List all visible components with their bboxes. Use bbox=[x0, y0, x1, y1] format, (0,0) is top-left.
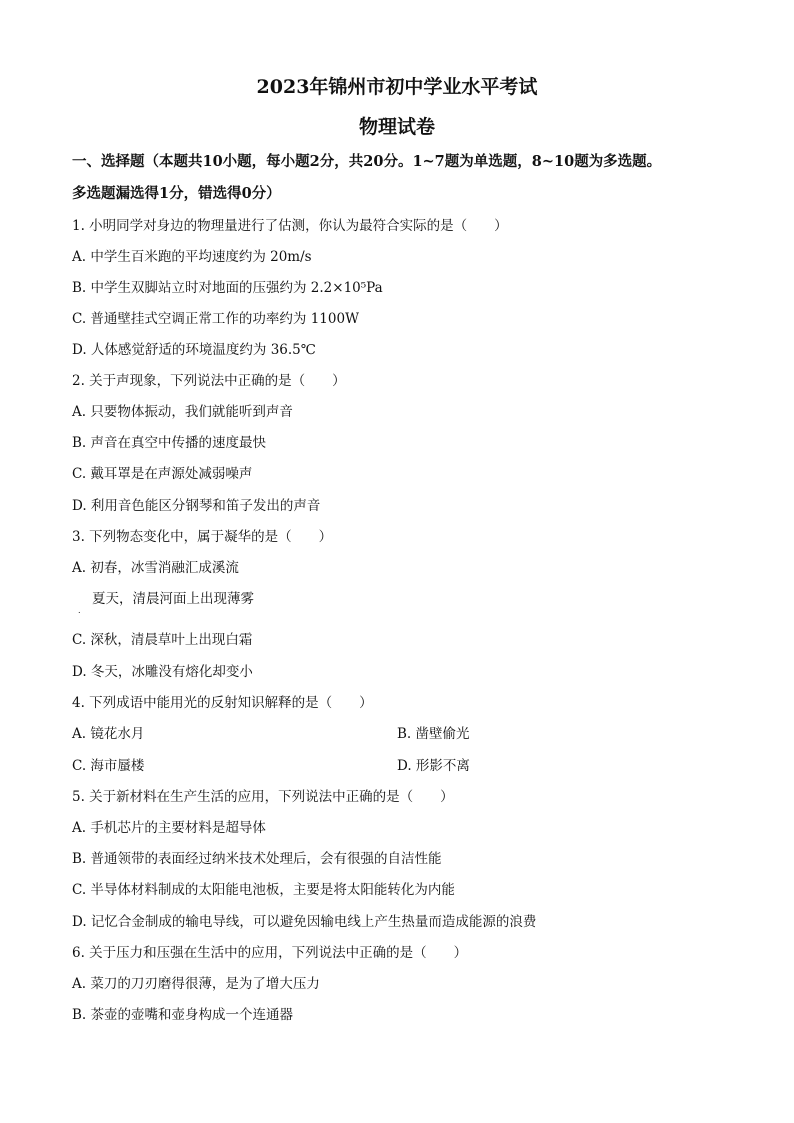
question-4-option-c: C. 海市蜃楼 bbox=[72, 758, 145, 774]
question-5-stem: 5. 关于新材料在生产生活的应用，下列说法中正确的是（ ） bbox=[72, 789, 454, 805]
question-3-stem: 3. 下列物态变化中，属于凝华的是（ ） bbox=[72, 529, 333, 545]
question-6-option-b: B. 茶壶的壶嘴和壶身构成一个连通器 bbox=[72, 1007, 294, 1023]
question-4-stem: 4. 下列成语中能用光的反射知识解释的是（ ） bbox=[72, 695, 373, 711]
option-b-marker-dot: . bbox=[78, 606, 81, 615]
section-heading-line2: 多选题漏选得1分，错选得0分） bbox=[72, 185, 281, 202]
question-2-option-c: C. 戴耳罩是在声源处减弱噪声 bbox=[72, 466, 253, 482]
question-3-option-b: 夏天，清晨河面上出现薄雾 bbox=[92, 591, 254, 607]
question-4-option-a: A. 镜花水月 bbox=[72, 726, 145, 742]
question-6-stem: 6. 关于压力和压强在生活中的应用，下列说法中正确的是（ ） bbox=[72, 945, 468, 961]
question-4-option-d: D. 形影不离 bbox=[397, 758, 470, 774]
question-1-option-a: A. 中学生百米跑的平均速度约为 20m/s bbox=[72, 249, 312, 265]
question-5-option-a: A. 手机芯片的主要材料是超导体 bbox=[72, 820, 266, 836]
section-heading-line1: 一、选择题（本题共10小题，每小题2分，共20分。1~7题为单选题，8~10题为多选题。 bbox=[72, 153, 662, 170]
question-4-option-b: B. 凿壁偷光 bbox=[397, 726, 470, 742]
question-2-option-b: B. 声音在真空中传播的速度最快 bbox=[72, 435, 267, 451]
question-1-option-d: D. 人体感觉舒适的环境温度约为 36.5℃ bbox=[72, 342, 316, 358]
question-2-option-a: A. 只要物体振动，我们就能听到声音 bbox=[72, 404, 293, 420]
question-1-option-c: C. 普通壁挂式空调正常工作的功率约为 1100W bbox=[72, 311, 359, 327]
question-1-stem: 1. 小明同学对身边的物理量进行了估测，你认为最符合实际的是（ ） bbox=[72, 218, 508, 234]
question-3-option-d: D. 冬天，冰雕没有熔化却变小 bbox=[72, 664, 253, 680]
question-5-option-b: B. 普通领带的表面经过纳米技术处理后，会有很强的自洁性能 bbox=[72, 851, 442, 867]
exam-subtitle: 物理试卷 bbox=[358, 116, 435, 138]
question-5-option-c: C. 半导体材料制成的太阳能电池板，主要是将太阳能转化为内能 bbox=[72, 882, 455, 898]
question-3-option-c: C. 深秋，清晨草叶上出现白霜 bbox=[72, 632, 253, 648]
question-2-stem: 2. 关于声现象，下列说法中正确的是（ ） bbox=[72, 373, 346, 389]
question-2-option-d: D. 利用音色能区分钢琴和笛子发出的声音 bbox=[72, 498, 321, 514]
question-1-option-b: B. 中学生双脚站立时对地面的压强约为 2.2×10⁵Pa bbox=[72, 280, 383, 296]
question-5-option-d: D. 记忆合金制成的输电导线，可以避免因输电线上产生热量而造成能源的浪费 bbox=[72, 914, 537, 930]
exam-title: 2023年锦州市初中学业水平考试 bbox=[256, 76, 538, 98]
question-6-option-a: A. 菜刀的刀刃磨得很薄，是为了增大压力 bbox=[72, 976, 320, 992]
question-3-option-a: A. 初春，冰雪消融汇成溪流 bbox=[72, 560, 239, 576]
